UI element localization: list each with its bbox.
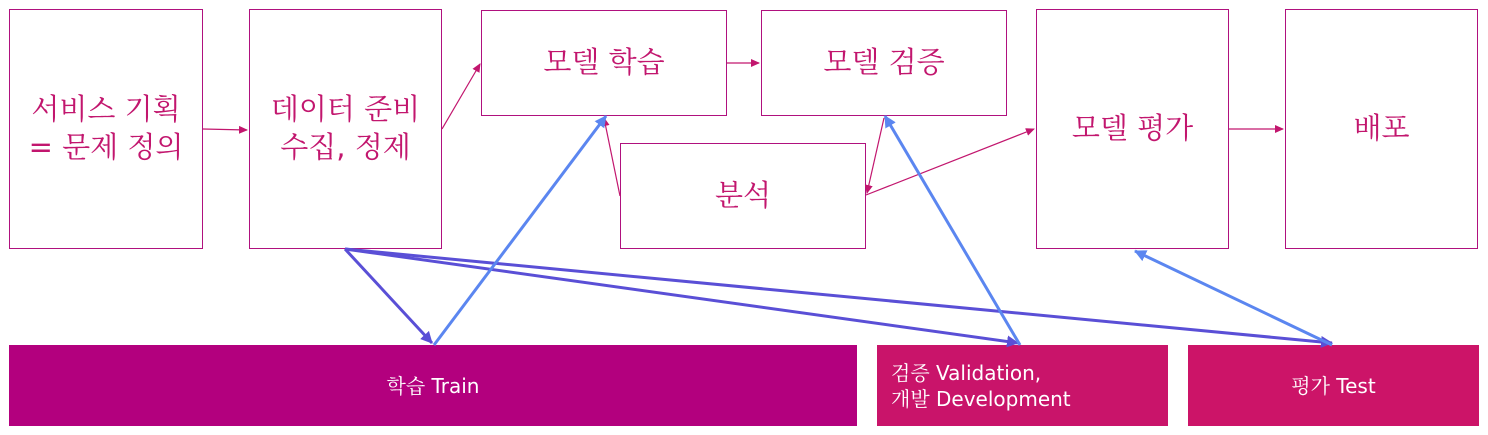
arrow-validation-to-analysis (867, 118, 884, 193)
stage-data-prep-line1: 데이터 준비 (270, 92, 421, 127)
stage-analysis-label: 분석 (714, 178, 772, 213)
dataset-validation-line1: 검증 Validation, (891, 360, 1042, 385)
stage-model-validation-label: 모델 검증 (823, 45, 945, 80)
arrow-data-to-train-set (345, 249, 432, 343)
arrow-train-set-to-training (434, 116, 606, 345)
arrow-analysis-to-training (604, 118, 620, 196)
arrow-data-to-test-set (345, 249, 1332, 343)
arrow-data-to-training (442, 64, 480, 129)
arrow-test-set-to-evaluation (1135, 251, 1332, 345)
dataset-validation-line2: 개발 Development (891, 386, 1071, 411)
stage-deployment-label: 배포 (1353, 111, 1410, 146)
dataset-test-label: 평가 Test (1291, 373, 1376, 398)
stage-data-prep-line2: 수집, 정제 (280, 130, 411, 164)
dataset-train-label: 학습 Train (386, 373, 480, 398)
stage-model-evaluation-label: 모델 평가 (1071, 111, 1194, 146)
arrow-validation-set-to-validation (885, 116, 1020, 345)
arrow-planning-to-data (203, 129, 247, 130)
stage-service-planning-line2: = 문제 정의 (28, 130, 184, 164)
arrow-analysis-to-evaluation (866, 129, 1034, 195)
stage-model-training-label: 모델 학습 (543, 45, 665, 80)
stage-service-planning-line1: 서비스 기획 (31, 92, 181, 127)
